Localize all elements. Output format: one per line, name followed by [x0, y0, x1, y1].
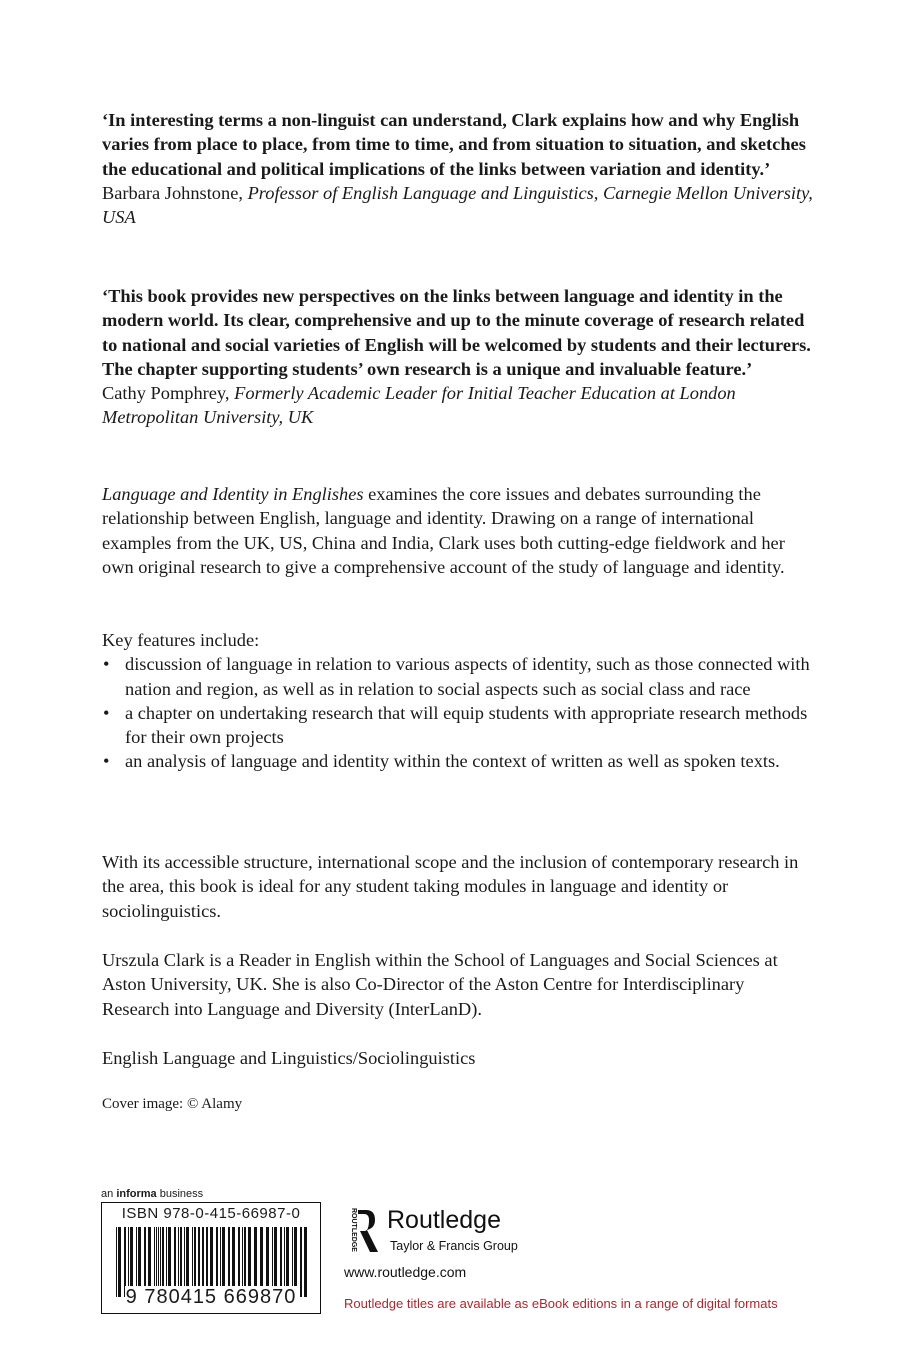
list-item-text: a chapter on undertaking research that will equip students with appropriate research methods for their own projects: [125, 702, 808, 748]
key-features: [102, 628, 814, 774]
informa-business-label: [101, 1188, 203, 1200]
ean-digits: [102, 1286, 320, 1309]
book-title: Language and Identity in Englishes: [102, 484, 364, 504]
routledge-logo-wordmark: ROUTLEDGE: [350, 1208, 357, 1252]
subject-text: English Language and Linguistics/Sociolinguistics: [102, 1048, 476, 1068]
author-bio: [102, 948, 814, 1021]
list-item-text: discussion of language in relation to various aspects of identity, such as those connected with nation and region, as well as in relation to social aspects such as social class and race: [125, 654, 810, 699]
barcode: [101, 1202, 321, 1314]
list-item: [102, 652, 814, 701]
closing-paragraph: [102, 850, 814, 923]
description-body: examines the core issues and debates surrounding the relationship between English, language and identity. Drawing on a range of international examples from the UK, US, China and India, Clark uses both cutting-edge fieldwork and her own original research to give a comprehensive account of the study of language and identity.: [102, 484, 785, 577]
endorsement-2-quote: ‘This book provides new perspectives on the links between language and identity in the modern world. Its clear, comprehensive and up to the minute coverage of research related to national and social varieties of English will be welcomed by students and their lecturers. The chapter supporting students’ own research is a unique and invaluable feature.’: [102, 286, 811, 379]
subject-category: [102, 1046, 814, 1070]
publisher-group: Taylor & Francis Group: [390, 1239, 518, 1253]
endorsement-1-author: Barbara Johnstone,: [102, 182, 243, 203]
publisher-url[interactable]: www.routledge.com: [344, 1264, 467, 1280]
endorsement-1-attribution: [102, 181, 814, 230]
bullet: •: [103, 654, 110, 675]
endorsement-1-affiliation: Professor of English Language and Linguistics, Carnegie Mellon University, USA: [102, 182, 813, 228]
bullet: •: [103, 702, 110, 723]
list-item-text: an analysis of language and identity within the context of written as well as spoken texts.: [125, 751, 780, 772]
publisher-name: Routledge: [387, 1206, 501, 1234]
closing-text: With its accessible structure, international scope and the inclusion of contemporary research in the area, this book is ideal for any student taking modules in language and identity or sociolinguistics.: [102, 852, 799, 921]
cover-credit-text: Cover image: © Alamy: [102, 1096, 243, 1112]
informa-suffix: business: [159, 1188, 204, 1200]
endorsement-2-author: Cathy Pomphrey,: [102, 383, 230, 404]
endorsement-1-quote: ‘In interesting terms a non-linguist can understand, Clark explains how and why English varies from place to place, from time to time, and from situation to situation, and sketches the educational and political implications of the links between variation and identity.’: [102, 110, 806, 179]
endorsement-2-affiliation: Formerly Academic Leader for Initial Teacher Education at London Metropolitan University, UK: [102, 383, 736, 428]
routledge-logo-icon: [342, 1206, 382, 1258]
list-item: [102, 749, 814, 773]
author-bio-text: Urszula Clark is a Reader in English within the School of Languages and Social Sciences at Aston University, UK. She is also Co-Director of the Aston Centre for Interdisciplinary Research into Language and Diversity (InterLanD).: [102, 950, 778, 1019]
endorsement-1: [102, 108, 814, 229]
isbn-number: ISBN 978-0-415-66987-0: [121, 1205, 301, 1222]
ebook-note: Routledge titles are available as eBook editions in a range of digital formats: [344, 1296, 778, 1311]
endorsement-2: [102, 284, 814, 430]
endorsement-2-attribution: [102, 381, 814, 430]
bullet: •: [103, 751, 110, 772]
ean-text: 9 780415 669870: [125, 1286, 297, 1308]
book-description: [102, 482, 814, 579]
key-features-list: [102, 652, 814, 773]
cover-credit: [102, 1094, 814, 1114]
key-features-heading: Key features include:: [102, 630, 260, 650]
list-item: [102, 701, 814, 750]
informa-bold: informa: [116, 1188, 157, 1200]
informa-prefix: an: [101, 1188, 114, 1200]
